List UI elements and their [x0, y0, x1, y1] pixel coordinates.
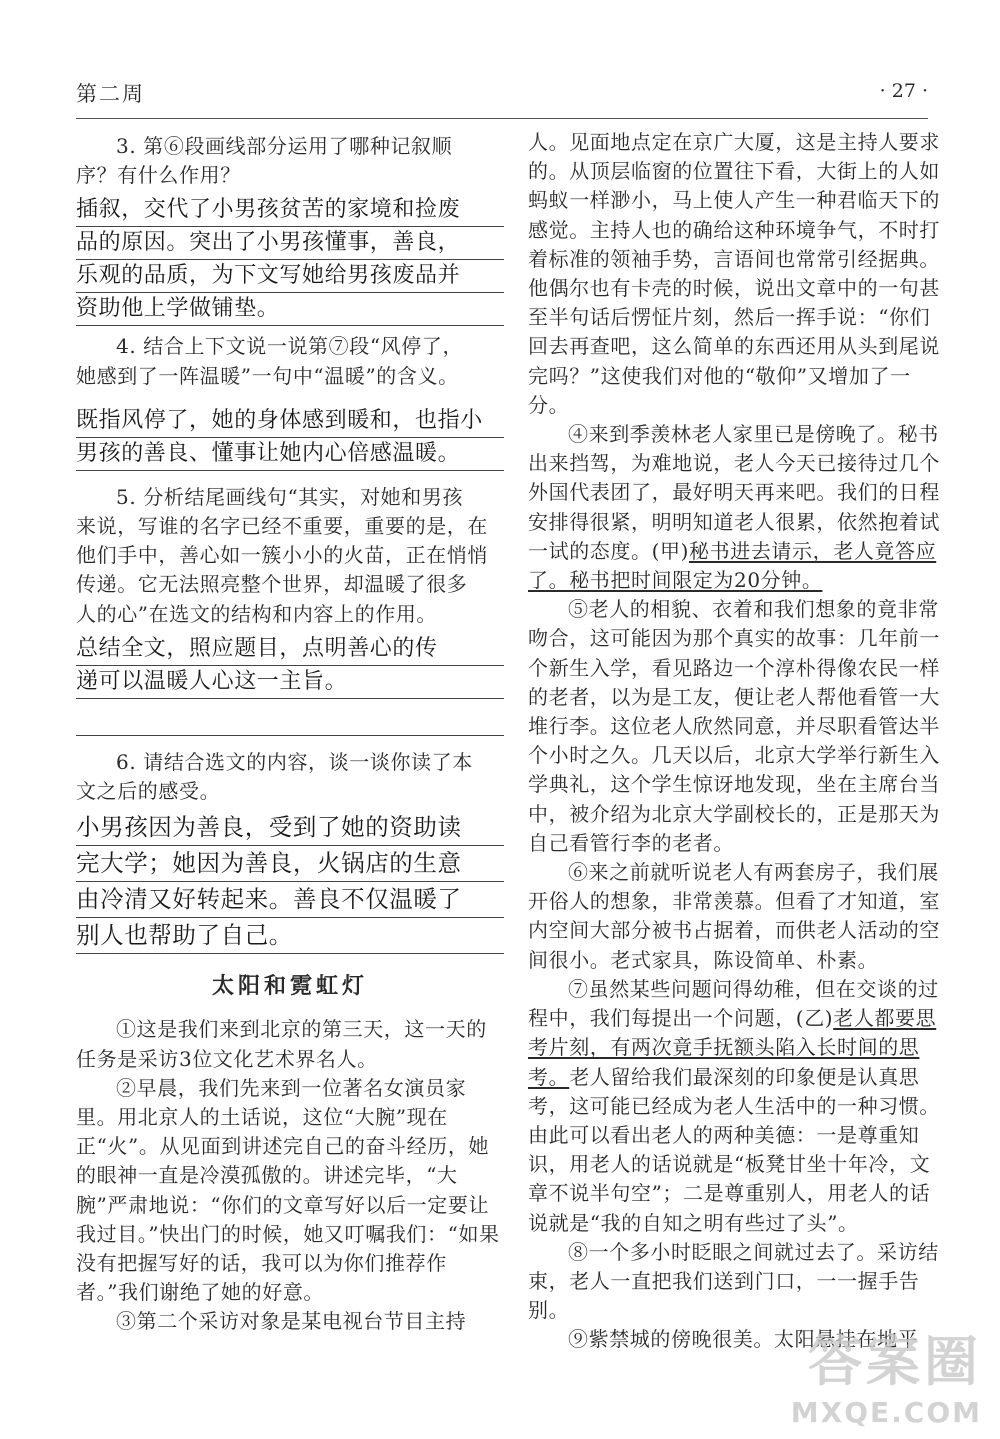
paragraph-7-text-b: 老人留给我们最深刻的印象便是认真思考，这可能已经成为老人生活中的一种习惯。由此可以看出老人的两种美德：一是尊重知识，用老人的话说就是“板凳甘坐十年冷，文章不说半句空”；二是尊重别人，用老人的话说就是“我的自知之明有些过了头”。 — [528, 1064, 940, 1235]
question-6-line-2: 文之后的感受。 — [76, 779, 221, 804]
paragraph-9-start: ⑨紫禁城的傍晚很美。太阳悬挂在地平 — [568, 1327, 919, 1352]
answer-5 — [76, 633, 504, 699]
answer-4 — [76, 405, 504, 471]
answer-line: 递可以温暖人心这一主旨。 — [76, 666, 504, 699]
answer-line: 别人也帮助了自己。 — [76, 918, 504, 954]
paragraph-2: ②早晨，我们先来到一位著名女演员家里。用北京人的土话说，这位“大腕”现在正“火”。从见面到讲述完自己的奋斗经历，她的眼神一直是冷漠孤傲的。讲述完毕，“大腕”严肃地说：“你们的文章写好以后一定要让我过目。”快出门的时候，她又叮嘱我们：“如果没有把握写好的话，我可以为你们推荐作者。”我们谢绝了她的好意。 — [76, 1075, 500, 1305]
question-3-line-2: 序？有什么作用？ — [76, 163, 241, 188]
answer-line: 品的原因。突出了小男孩懂事，善良， — [76, 227, 504, 260]
paragraph-3-start: ③第二个采访对象是某电视台节目主持 — [116, 1309, 467, 1334]
question-5-line-1: 5. 分析结尾画线句“其实，对她和男孩 — [116, 484, 464, 509]
watermark-url: MXQE.COM — [790, 1396, 982, 1429]
left-column — [76, 128, 504, 1337]
answer-line: 男孩的善良、懂事让她内心倍感温暖。 — [76, 438, 504, 471]
paragraph-3-continued: 人。见面地点定在京广大厦，这是主持人要求的。从顶层临窗的位置往下看，大街上的人如蚂蚁一样渺小，马上使人产生一种君临天下的感觉。主持人也的确给这种环境争气，不时打着标准的领袖手势，言语间也常常引经据典。他偶尔也有卡壳的时候，说出文章中的一句甚至半句话后愣怔片刻，然后一挥手说：“你们回去再查吧，这么简单的东西还用从头到尾说完吗？”这使我们对他的“敬仰”又增加了一分。 — [528, 130, 940, 417]
answer-line: 由冷清又好转起来。善良不仅温暖了 — [76, 882, 504, 918]
paragraph-4-text: ④来到季羡林老人家里已是傍晚了。秘书出来挡驾，为难地说，老人今天已接待过几个外国代表团了，最好明天再来吧。我们的日程安排得很紧，明明知道老人很累，依然抱着试一试的态度。(甲) — [528, 422, 940, 563]
question-5-line-3: 他们手中，善心如一簇小小的火苗，正在悄悄 — [76, 543, 488, 568]
blank-answer-line — [76, 705, 504, 736]
article-title: 太阳和霓虹灯 — [211, 973, 368, 1000]
question-5-line-5: 人的心”在选文的结构和内容上的作用。 — [76, 601, 438, 626]
paragraph-7 — [528, 975, 940, 1238]
right-column — [528, 128, 940, 1355]
question-4-line-2: 她感到了一阵温暖”一句中“温暖”的含义。 — [76, 363, 459, 388]
section-label: 第二周 — [76, 82, 145, 106]
question-6-line-1: 6. 请结合选文的内容，谈一谈你读了本 — [116, 749, 473, 774]
answer-line: 小男孩因为善良，受到了她的资助读 — [76, 810, 504, 846]
answer-line: 插叙，交代了小男孩贫苦的家境和捡废 — [76, 194, 504, 227]
question-5-line-2: 来说，写谁的名字已经不重要，重要的是，在 — [76, 514, 488, 539]
paragraph-6: ⑥来之前就听说老人有两套房子，我们展开俗人的想象，非常羡慕。但看了才知道，室内空间大部分被书占据着，而供老人活动的空间很小。老式家具，陈设简单、朴素。 — [528, 860, 940, 972]
answer-line: 资助他上学做铺垫。 — [76, 293, 504, 326]
answer-line: 完大学；她因为善良，火锅店的生意 — [76, 846, 504, 882]
paragraph-8: ⑧一个多小时眨眼之间就过去了。采访结束，老人一直把我们送到门口，一一握手告别。 — [528, 1239, 939, 1323]
paragraph-7-text-a: ⑦虽然某些问题问得幼稚，但在交谈的过程中，我们每提出一个问题，(乙) — [528, 976, 939, 1031]
page-header — [76, 78, 928, 119]
page-number: · 27 · — [879, 80, 928, 102]
question-3-line-1: 3. 第⑥段画线部分运用了哪种记叙顺 — [116, 134, 453, 158]
answer-3 — [76, 194, 504, 326]
answer-line: 总结全文，照应题目，点明善心的传 — [76, 633, 504, 666]
question-5-line-4: 传递。它无法照亮整个世界，却温暖了很多 — [76, 572, 468, 597]
answer-6 — [76, 810, 504, 954]
paragraph-4 — [528, 420, 940, 595]
site-watermark — [791, 1319, 982, 1429]
question-4-line-1: 4. 结合上下文说一说第⑦段“风停了， — [116, 334, 464, 359]
underlined-sentence-jia: 秘书进去请示，老人竟答应了。秘书把时间限定为20分钟。 — [528, 538, 937, 593]
paragraph-1: ①这是我们来到北京的第三天，这一天的任务是采访3位文化艺术界名人。 — [76, 1017, 487, 1071]
underlined-sentence-yi: 老人都要思考片刻，有两次竟手抚额头陷入长时间的思考。 — [528, 1006, 937, 1089]
watermark-logo-text: 答案圈 — [808, 1330, 982, 1393]
answer-line: 乐观的品质，为下文写她给男孩废品并 — [76, 260, 504, 293]
paragraph-5: ⑤老人的相貌、衣着和我们想象的竟非常吻合，这可能因为那个真实的故事：几年前一个新生入学，看见路边一个淳朴得像农民一样的老者，以为是工友，便让老人帮他看管一大堆行李。这位老人欣然同意，并尽职看管达半个小时之久。几天以后，北京大学举行新生入学典礼，这个学生惊讶地发现，坐在主席台当中，被介绍为北京大学副校长的，正是那天为自己看管行李的老者。 — [528, 597, 940, 855]
answer-line: 既指风停了，她的身体感到暖和，也指小 — [76, 405, 504, 438]
